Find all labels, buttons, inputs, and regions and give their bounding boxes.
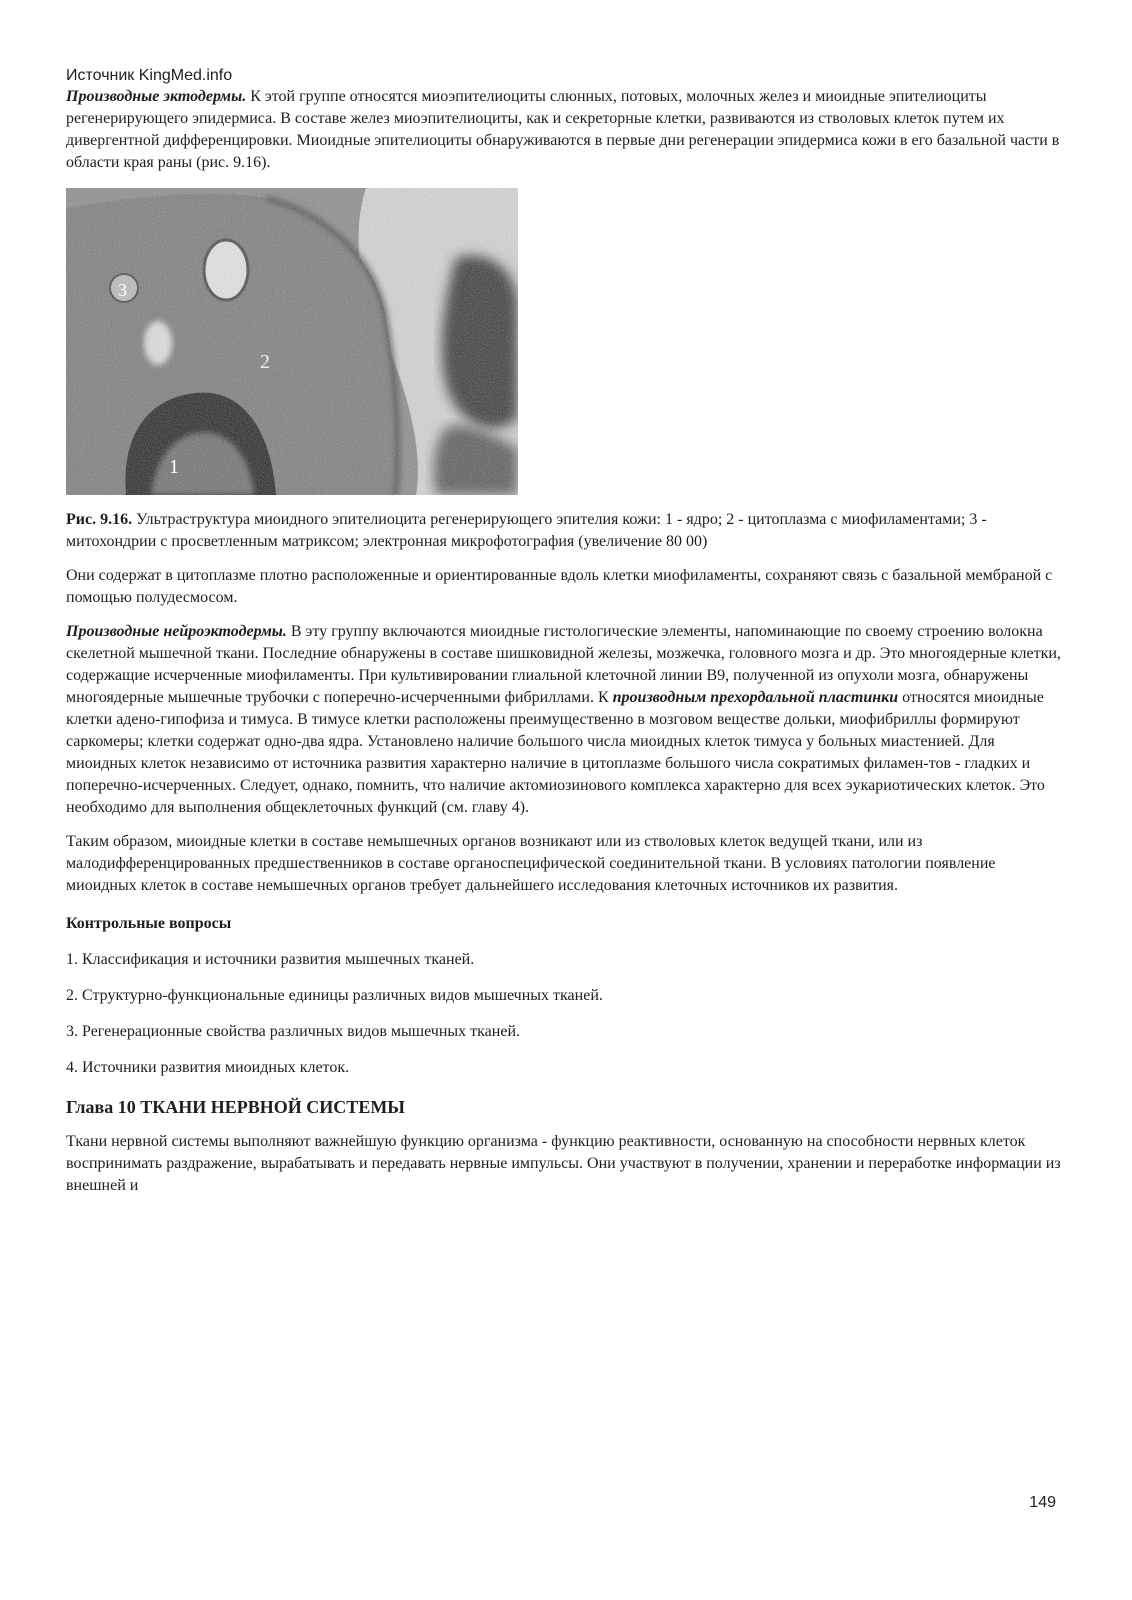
page-number: 149 [1029, 1494, 1056, 1511]
text-neuroectoderm-1: В эту группу включаются миоидные гистологические элементы, напоминающие по своему строению волокна скелетной мышечной ткани. Последние обнаружены в составе шишковидной железы, мозжечка, головного мозга и др. Это многоядерные клетки, содержащие исчерченные миофиламенты. При культивировании глиальной клеточной линии В9, полученной из опухоли мозга, обнаружены многоядерные мышечные трубочки с поперечно-исчерченными фибриллами. К [66, 623, 1061, 706]
figure-label-1: 1 [169, 456, 179, 478]
figure-label-3: 3 [118, 280, 127, 300]
question-item-4: 4. Источники развития миоидных клеток. [66, 1059, 350, 1076]
paragraph-neuroectoderm [66, 621, 1066, 819]
question-item-1: 1. Классификация и источники развития мышечных тканей. [66, 951, 475, 968]
question-item-3: 3. Регенерационные свойства различных видов мышечных тканей. [66, 1023, 521, 1040]
micrograph-image [66, 188, 518, 495]
question-item-2: 2. Структурно-функциональные единицы различных видов мышечных тканей. [66, 987, 603, 1004]
micrograph-figure [66, 188, 518, 495]
caption-text: Ультраструктура миоидного эпителиоцита регенерирующего эпителия кожи: 1 - ядро; 2 - цитоплазма с миофиламентами; 3 - митохондрии с просветленным матриксом; электронная микрофотография (увеличение 80 00) [66, 511, 987, 550]
chapter-title: Глава 10 ТКАНИ НЕРВНОЙ СИСТЕМЫ [66, 1097, 405, 1117]
lead-prechordal: производным прехордальной пластинки [612, 689, 899, 706]
paragraph-ectoderm [66, 86, 1066, 174]
source-label: Источник KingMed.info [66, 67, 233, 84]
paragraph-summary: Таким образом, миоидные клетки в составе немышечных органов возникают или из стволовых клеток ведущей ткани, или из малодифференцированных предшественников в составе органоспецифической соединительной ткани. В условиях патологии появление миоидных клеток в составе немышечных органов требует дальнейшего исследования клеточных источников их развития. [66, 833, 996, 894]
text-ectoderm: К этой группе относятся миоэпителиоциты слюнных, потовых, молочных желез и миоидные эпителиоциты регенерирующего эпидермиса. В составе желез миоэпителиоциты, как и секреторные клетки, развиваются из стволовых клеток путем их дивергентной дифференцировки. Миоидные эпителиоциты обнаруживаются в первые дни регенерации эпидермиса кожи в его базальной части в области края раны (рис. 9.16). [66, 88, 1060, 171]
paragraph-nervous-tissue: Ткани нервной системы выполняют важнейшую функцию организма - функцию реактивности, основанную на способности нервных клеток воспринимать раздражение, вырабатывать и передавать нервные импульсы. Они участвуют в получении, хранении и переработке информации из внешней и [66, 1133, 1061, 1194]
document-page [66, 62, 1066, 1197]
paragraph-myofilaments: Они содержат в цитоплазме плотно расположенные и ориентированные вдоль клетки миофиламенты, сохраняют связь с базальной мембраной с помощью полудесмосом. [66, 567, 1053, 606]
lead-ectoderm: Производные эктодермы. [66, 88, 247, 105]
figure-caption [66, 509, 1066, 553]
caption-lead: Рис. 9.16. [66, 511, 133, 528]
lead-neuroectoderm: Производные нейроэктодермы. [66, 623, 287, 640]
figure-label-2: 2 [260, 351, 270, 373]
text-neuroectoderm-2: относятся миоидные клетки адено-гипофиза и тимуса. В тимусе клетки расположены преимущественно в мозговом веществе дольки, миофибриллы формируют саркомеры; клетки содержат одно-два ядра. Установлено наличие большого числа миоидных клеток тимуса у больных миастенией. Для миоидных клеток независимо от источника развития характерно наличие в цитоплазме большого числа сократимых филамен-тов - гладких и поперечно-исчерченных. Следует, однако, помнить, что наличие актомиозинового комплекса характерно для всех эукариотических клеток. Это необходимо для выполнения общеклеточных функций (см. главу 4). [66, 689, 1045, 816]
questions-heading: Контрольные вопросы [66, 915, 232, 932]
